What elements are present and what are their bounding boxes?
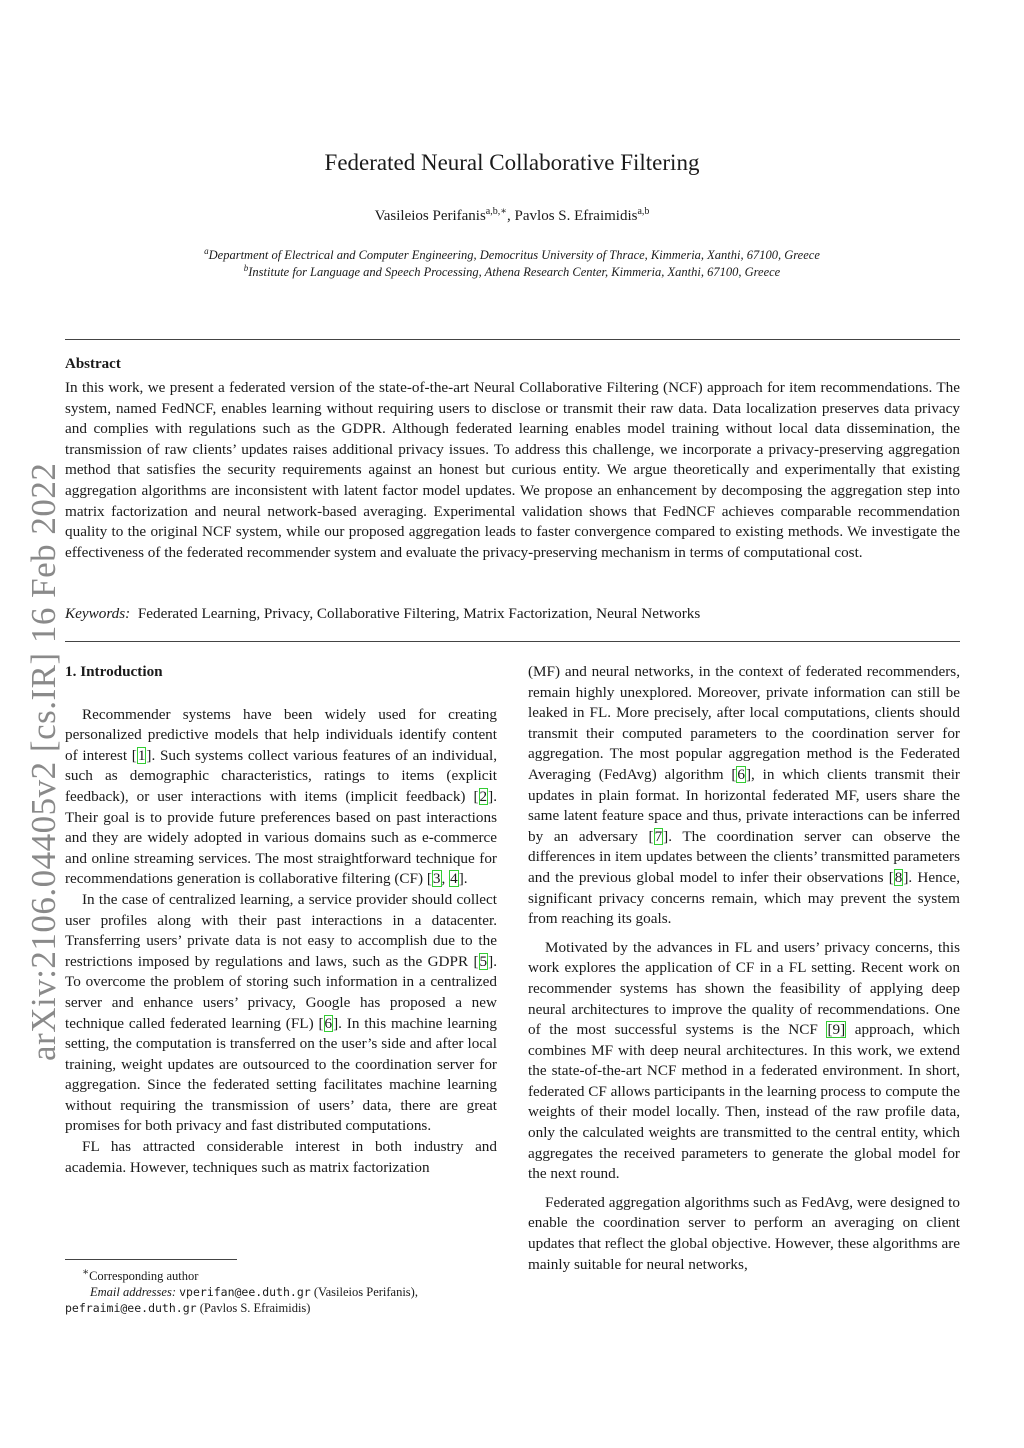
abstract-heading: Abstract (65, 356, 121, 372)
footnote-line (65, 1265, 497, 1284)
paragraph: FL has attracted considerable interest in both industry and academia. However, techniques such as matrix factorization (65, 1138, 497, 1176)
text-run: ]. To overcome the problem of storing such information in a centralized server and enhance users’ privacy, Google has proposed a new technique called federated learning (FL) [ (65, 952, 497, 1032)
affiliation-text: Institute for Language and Speech Processing, Athena Research Center, Kimmeria, Xanthi, 67100, Greece (248, 265, 781, 280)
footnote-line (65, 1284, 497, 1300)
author-affil-mark: a,b,∗ (485, 206, 508, 217)
keywords (65, 605, 960, 623)
footnote-divider (65, 1259, 237, 1260)
keywords-text: Federated Learning, Privacy, Collaborative Filtering, Matrix Factorization, Neural Networks (137, 605, 701, 622)
author-affil-mark: a,b (637, 206, 650, 217)
paragraph (65, 705, 497, 890)
text-run: ]. Hence, significant privacy concerns remain, which may prevent the system from reaching its goals. (528, 868, 960, 928)
citation-link[interactable]: 2 (479, 787, 488, 805)
text-run: (MF) and neural networks, in the context of federated recommenders, remain highly unexplored. Moreover, private information can still be leaked in FL. More precisely, after local computations, clients should transmit their computed parameters to the coordination server for aggregation. The most popular aggregation method is the Federated Averaging (FedAvg) algorithm [ (528, 663, 960, 783)
right-column (528, 662, 960, 1275)
paragraph (528, 938, 960, 1185)
left-column (65, 662, 497, 1178)
author-list (0, 206, 1024, 225)
footnote (65, 1265, 497, 1316)
email-owner: (Vasileios Perifanis), (313, 1285, 418, 1300)
citation-link[interactable]: 1 (137, 746, 146, 764)
text-run: approach, which combines MF with deep neural architectures. In this work, we extend the state-of-the-art NCF method in a federated environment. In short, federated CF allows participants in the learning process to compute the weights of their model locally. Then, instead of the raw profile data, only the calculated weights are transmitted to the central entity, which aggregates the received parameters to generate the global model for the next round. (528, 1021, 960, 1183)
text-run: ]. (458, 870, 468, 888)
text-run: ]. Their goal is to provide future preferences based on past interactions and they are widely adopted in various domains such as e-commerce and online streaming services. The most straightforward technique for recommendations generation is collaborative filtering (CF) [ (65, 787, 497, 888)
affiliation-text: Department of Electrical and Computer Engineering, Democritus University of Thrace, Kimmeria, Xanthi, 67100, Greece (208, 248, 820, 263)
divider (65, 641, 960, 642)
text-run: ]. In this machine learning setting, the computation is transferred on the user’s side and after local training, weight updates are outsourced to the coordination server for aggregation. Since the federated setting facilitates machine learning without requiring the transmission of users’ data, there are great promises for both privacy and fast distributed computations. (65, 1014, 497, 1135)
email-link[interactable]: pefraimi@ee.duth.gr (65, 1301, 197, 1316)
author-separator: , (507, 208, 515, 224)
arxiv-identifier: arXiv:2106.04405v2 [cs.IR] 16 Feb 2022 (24, 462, 63, 1061)
email-link[interactable]: vperifan@ee.duth.gr (179, 1285, 311, 1300)
affiliation (0, 246, 1024, 263)
citation-link[interactable]: 3 (432, 870, 441, 888)
text-run: , (441, 870, 450, 888)
paragraph (65, 890, 497, 1137)
email-label: Email addresses: (90, 1285, 176, 1300)
divider (65, 339, 960, 340)
text-run: Motivated by the advances in FL and users’ privacy concerns, this work explores the application of CF in a FL setting. Recent work on recommender systems has shown the feasibility of applying deep neural architectures to improve the quality of recommendations. One of the most successful systems is the NCF (528, 938, 960, 1039)
text-run: In the case of centralized learning, a service provider should collect user profiles along with their past interactions in a datacenter. Transferring users’ private data is not easy to accomplish due to the restrictions imposed by regulations and laws, such as the GDPR [ (65, 890, 497, 970)
text-run: Recommender systems have been widely used for creating personalized predictive models that help individuals identify content of interest [ (65, 705, 497, 764)
citation-link[interactable]: 5 (479, 952, 488, 970)
abstract-text: In this work, we present a federated version of the state-of-the-art Neural Collaborative Filtering (NCF) approach for item recommendations. The system, named FedNCF, enables learning without requiring users to disclose or transmit their raw data. Data localization preserves data privacy and complies with regulations such as the GDPR. Although federated learning enables model training without local data dissemination, the transmission of raw clients’ updates raises additional privacy issues. To address this challenge, we incorporate a privacy-preserving aggregation method that satisfies the security requirements against an honest but curious entity. We argue theoretically and experimentally that existing aggregation algorithms are inconsistent with latent factor model updates. We propose an enhancement by decomposing the aggregation step into matrix factorization and neural network-based averaging. Experimental validation shows that FedNCF achieves comparable recommendation quality to the original NCF system, while our proposed aggregation leads to faster convergence compared to existing methods. We investigate the effectiveness of the federated recommender system and evaluate the privacy-preserving mechanism in terms of computational cost. (65, 379, 960, 561)
footnote-line (65, 1300, 497, 1316)
section-heading: 1. Introduction (65, 663, 163, 680)
citation-link[interactable]: 7 (654, 827, 663, 845)
text-run: ]. The coordination server can observe the differences in item updates between the clients’ transmitted parameters and the previous global model to infer their observations [ (528, 827, 961, 886)
citation-link[interactable]: 6 (324, 1014, 333, 1032)
text-run: ]. Such systems collect various features of an individual, such as demographic characteristics, ratings to items (explicit feedback), or user interactions with items (implicit feedback) [ (65, 746, 497, 805)
affiliation-mark: a (204, 246, 209, 256)
footnote-mark: ∗ (82, 1267, 90, 1278)
paragraph: Federated aggregation algorithms such as FedAvg, were designed to enable the coordination server to perform an averaging on client updates that reflect the global objective. However, these algorithms are mainly suitable for neural networks, (528, 1193, 960, 1273)
text-run: ], in which clients transmit their updates in plain format. In horizontal federated MF, users share the same latent feature space and thus, private interactions can be inferred by an adversary [ (528, 765, 960, 845)
author-name: Pavlos S. Efraimidis (514, 208, 638, 224)
citation-link[interactable]: 8 (894, 868, 903, 886)
affiliation-mark: b (243, 263, 249, 273)
affiliation (0, 263, 1024, 280)
paper-title: Federated Neural Collaborative Filtering (324, 150, 700, 175)
corresponding-author: Corresponding author (89, 1269, 199, 1284)
citation-link[interactable]: [9] (827, 1021, 846, 1039)
keywords-label: Keywords: (65, 605, 131, 622)
paragraph (528, 662, 960, 930)
email-owner: (Pavlos S. Efraimidis) (199, 1301, 311, 1316)
citation-link[interactable]: 6 (737, 765, 745, 783)
citation-link[interactable]: 4 (450, 870, 458, 888)
author-name: Vasileios Perifanis (374, 208, 486, 224)
